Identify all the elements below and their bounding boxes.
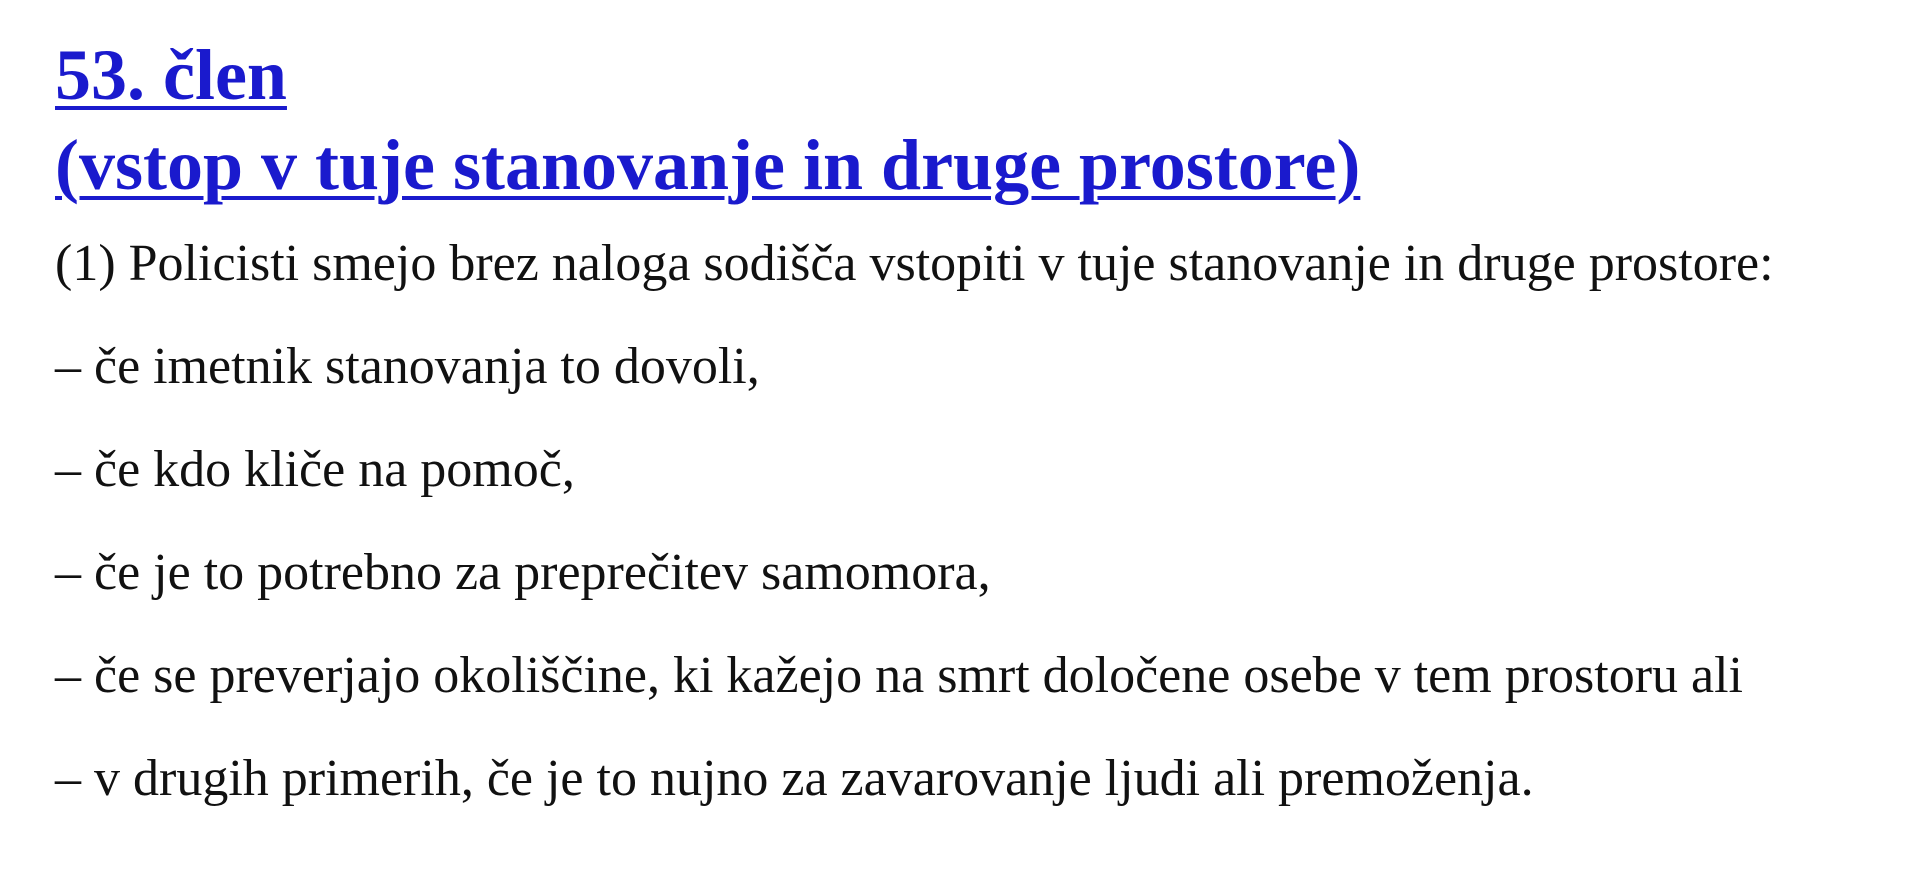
list-item: – v drugih primerih, če je to nujno za zavarovanje ljudi ali premoženja.: [55, 750, 1534, 807]
article-heading: [55, 30, 1905, 210]
article-subtitle-link[interactable]: (vstop v tuje stanovanje in druge prostore): [55, 125, 1361, 205]
article-number-link[interactable]: 53. člen: [55, 35, 287, 115]
intro-paragraph: (1) Policisti smejo brez naloga sodišča vstopiti v tuje stanovanje in druge prostore:: [55, 235, 1774, 292]
list-item: – če se preverjajo okoliščine, ki kažejo na smrt določene osebe v tem prostoru ali: [55, 647, 1743, 704]
list-item: – če je to potrebno za preprečitev samomora,: [55, 544, 991, 601]
list-item: – če imetnik stanovanja to dovoli,: [55, 338, 760, 395]
document-page: [55, 30, 1905, 852]
article-body: [55, 234, 1905, 809]
list-item: – če kdo kliče na pomoč,: [55, 441, 575, 498]
